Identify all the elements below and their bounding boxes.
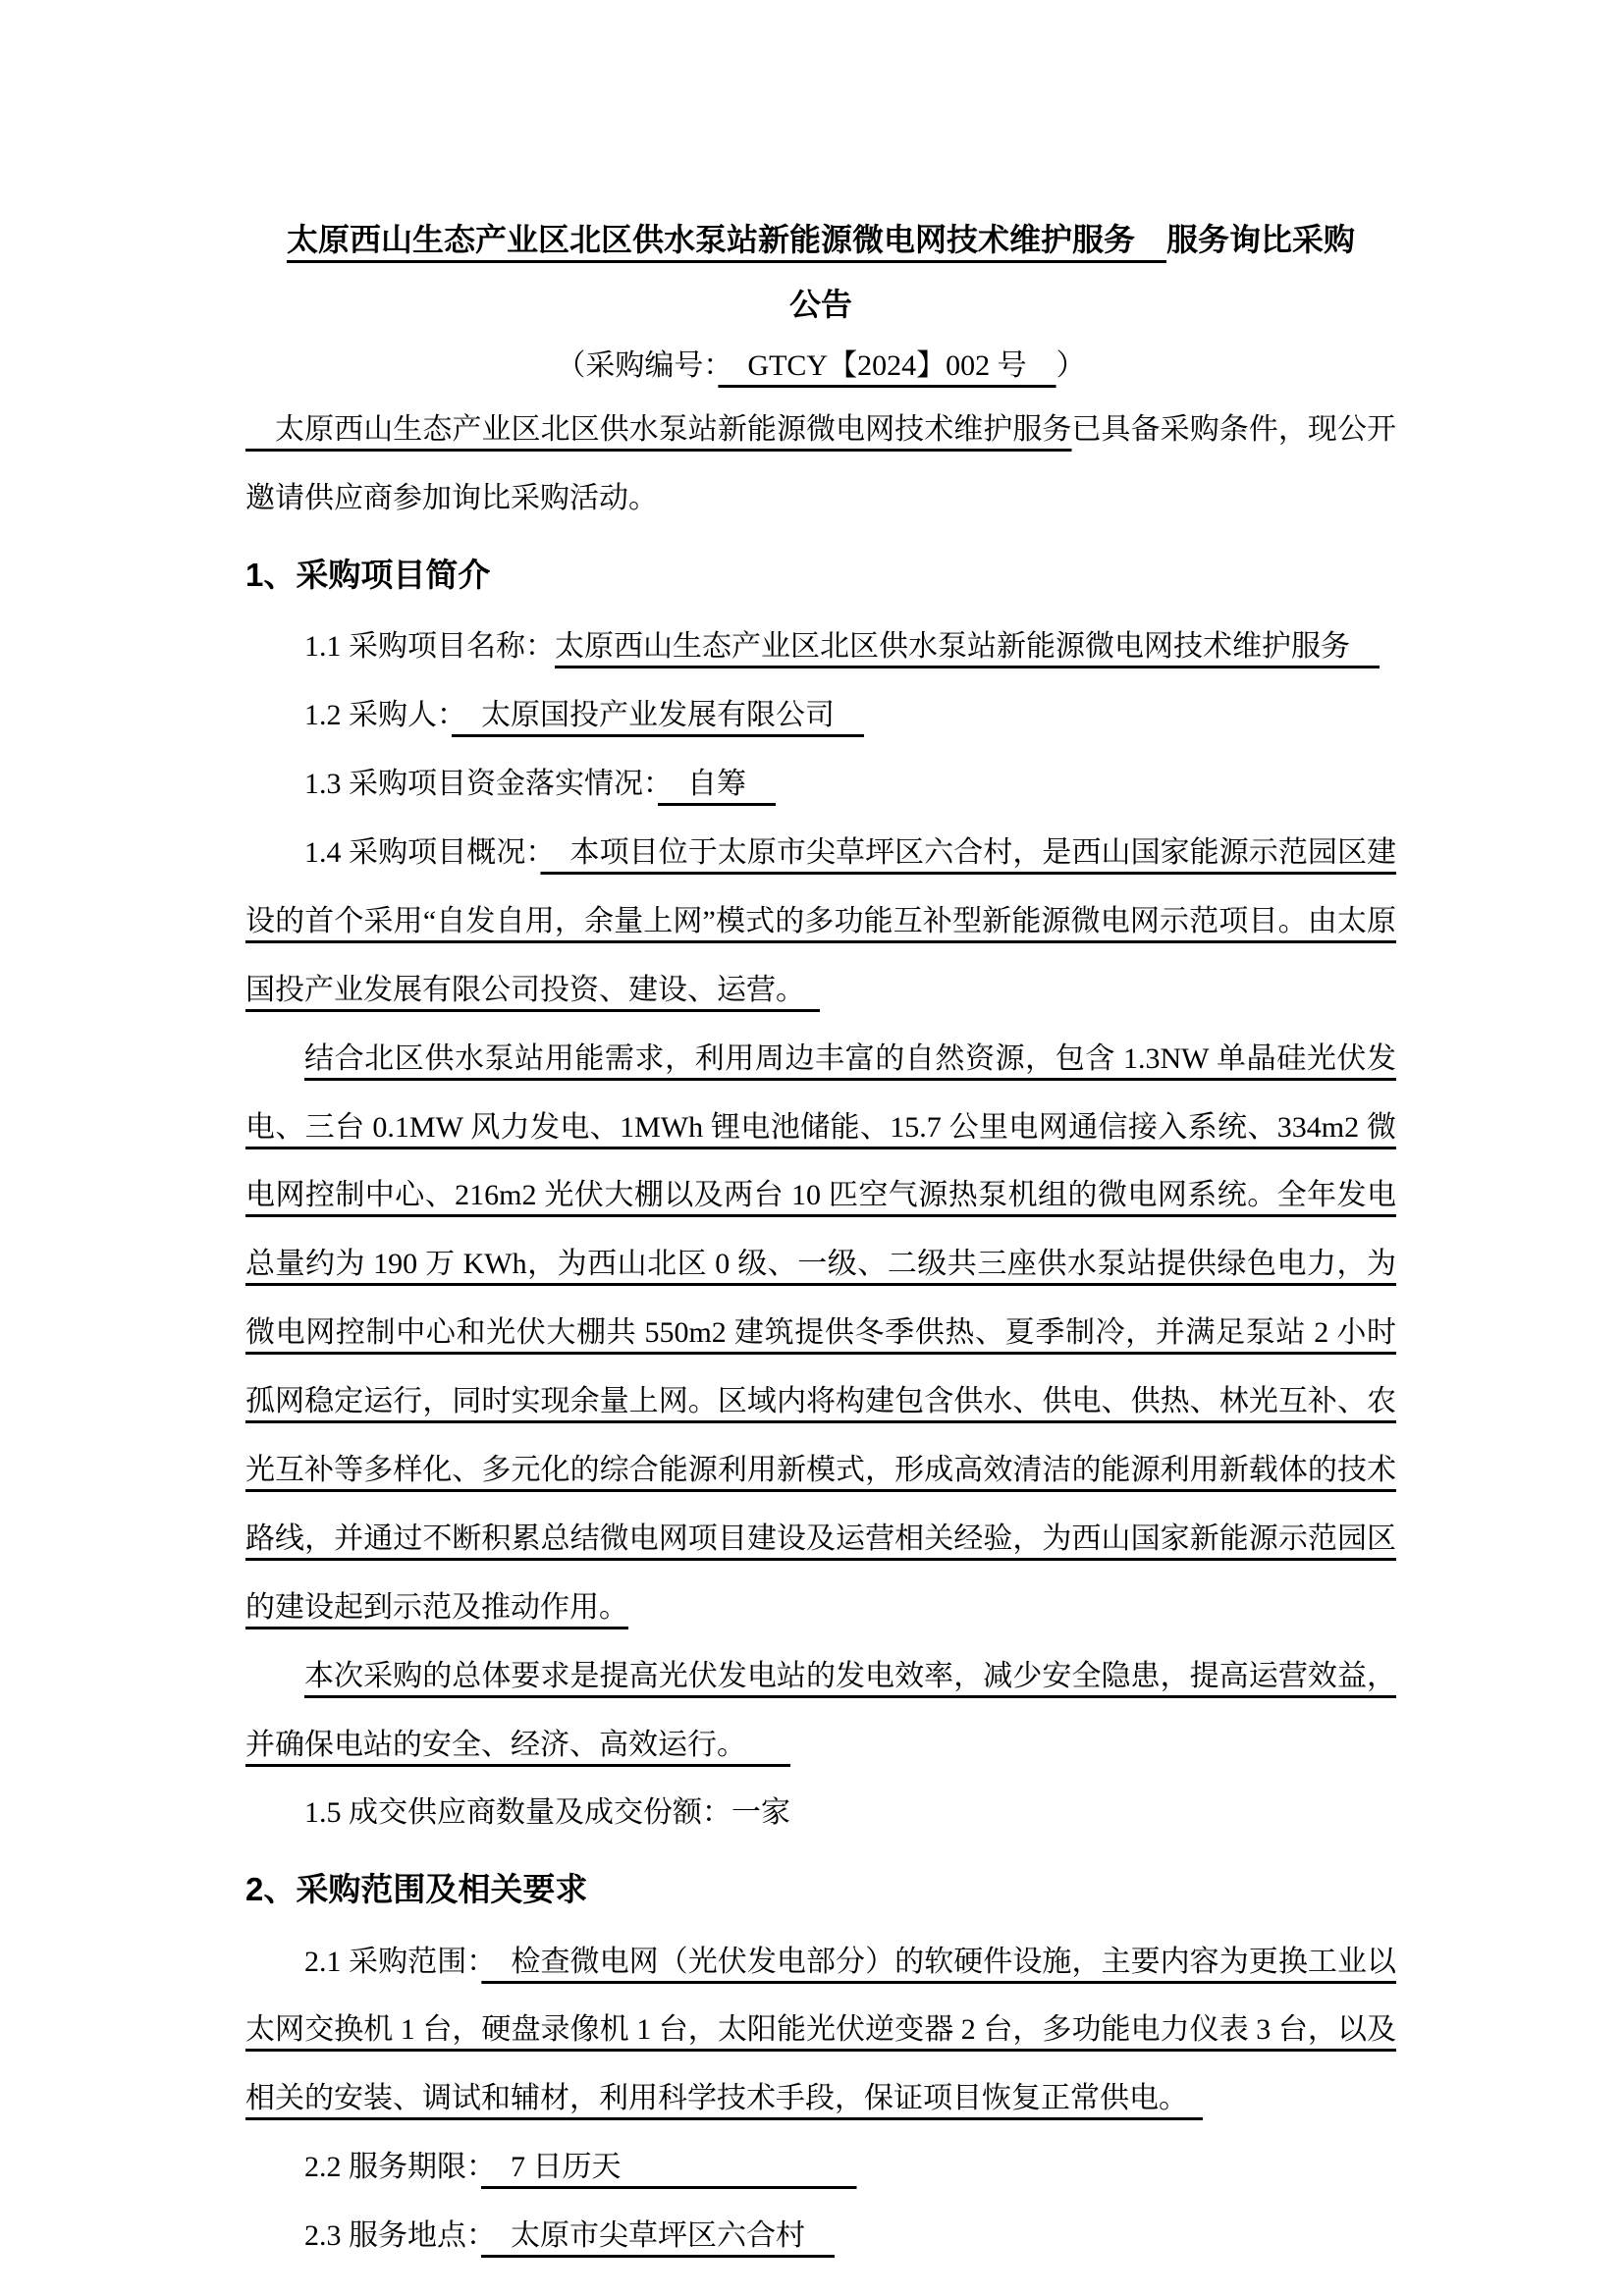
item-2-3-service-location <box>245 2202 1396 2270</box>
item-2-1-scope <box>245 1928 1396 2134</box>
item-1-3-funding <box>245 750 1396 819</box>
item-1-5-value: 一家 <box>731 1796 790 1830</box>
overview-requirement-text: 本次采购的总体要求是提高光伏发电站的发电效率，减少安全隐患，提高运营效益，并确保电站的安全、经济、高效运行。 <box>245 1659 1396 1761</box>
intro-rest-text: 已具备采购条件，现公开邀请供应商参加询比采购活动。 <box>245 413 1397 515</box>
item-1-2-value: 太原国投产业发展有限公司 <box>452 699 864 732</box>
procurement-number-line <box>245 337 1396 396</box>
section2-heading: 2、采购范围及相关要求 <box>245 1871 588 1908</box>
item-1-4-label: 1.4 采购项目概况： <box>304 835 541 869</box>
item-2-3-value: 太原市尖草坪区六合村 <box>481 2219 835 2253</box>
item-1-1-label: 1.1 采购项目名称： <box>304 630 555 664</box>
item-1-2-label: 1.2 采购人： <box>304 699 452 732</box>
item-2-2-label: 2.2 服务期限： <box>304 2151 481 2184</box>
item-2-2-value: 7 日历天 <box>481 2151 857 2184</box>
item-1-3-value: 自筹 <box>658 768 776 801</box>
title-underlined-text: 太原西山生态产业区北区供水泵站新能源微电网技术维护服务 <box>286 222 1166 257</box>
item-2-2-service-period <box>245 2133 1396 2202</box>
intro-paragraph <box>245 396 1396 533</box>
document-title-line1 <box>245 208 1396 273</box>
item-1-3-label: 1.3 采购项目资金落实情况： <box>304 768 658 801</box>
procurement-number-open-paren: （采购编号： <box>556 349 719 383</box>
overview-resources-text: 结合北区供水泵站用能需求，利用周边丰富的自然资源，包含 1.3NW 单晶硅光伏发电、三台 0.1MW 风力发电、1MWh 锂电池储能、15.7 公里电网通信接入系统、334m2 微电网控制中心、216m2 光伏大棚以及两台 10 匹空气源热泵机组的微电网系统。全年发电总量约为 190 万 KWh，为西山北区 0 级、一级、二级共三座供水泵站提供绿色电力，为微电网控制中心和光伏大棚共 550m2 建筑提供冬季供热、夏季制冷，并满足泵站 2 小时孤网稳定运行，同时实现余量上网。区域内将构建包含供水、供电、供热、林光互补、农光互补等多样化、多元化的综合能源利用新模式，形成高效清洁的能源利用新载体的技术路线，并通过不断积累总结微电网项目建设及运营相关经验，为西山国家新能源示范园区的建设起到示范及推动作用。 <box>245 1041 1396 1624</box>
title-rest-text: 服务询比采购 <box>1166 222 1356 257</box>
item-1-5-label: 1.5 成交供应商数量及成交份额： <box>304 1796 731 1830</box>
procurement-number-close-paren: ） <box>1056 349 1086 383</box>
intro-project-name-underlined: 太原西山生态产业区北区供水泵站新能源微电网技术维护服务 <box>245 413 1072 447</box>
item-1-2-purchaser <box>245 681 1396 750</box>
item-1-1-project-name <box>245 613 1396 681</box>
overview-requirement-paragraph <box>245 1642 1396 1780</box>
section1-heading: 1、采购项目简介 <box>245 556 491 593</box>
document-title-line2: 公告 <box>788 286 852 322</box>
procurement-number-value: GTCY【2024】002 号 <box>718 349 1056 383</box>
item-1-1-value: 太原西山生态产业区北区供水泵站新能源微电网技术维护服务 <box>555 630 1380 664</box>
item-2-1-label: 2.1 采购范围： <box>304 1945 482 1978</box>
item-2-1-value: 检查微电网（光伏发电部分）的软硬件设施，主要内容为更换工业以太网交换机 1 台，硬盘录像机 1 台，太阳能光伏逆变器 2 台，多功能电力仪表 3 台，以及相关的安装、调试和辅材，利用科学技术手段，保证项目恢复正常供电。 <box>245 1945 1397 2115</box>
item-2-3-label: 2.3 服务地点： <box>304 2219 481 2253</box>
item-1-5-supplier-count <box>245 1779 1396 1847</box>
item-1-4-overview <box>245 819 1396 1025</box>
overview-resources-paragraph <box>245 1025 1396 1642</box>
item-1-4-value: 本项目位于太原市尖草坪区六合村，是西山国家能源示范园区建设的首个采用“自发自用，余量上网”模式的多功能互补型新能源微电网示范项目。由太原国投产业发展有限公司投资、建设、运营。 <box>245 835 1397 1006</box>
